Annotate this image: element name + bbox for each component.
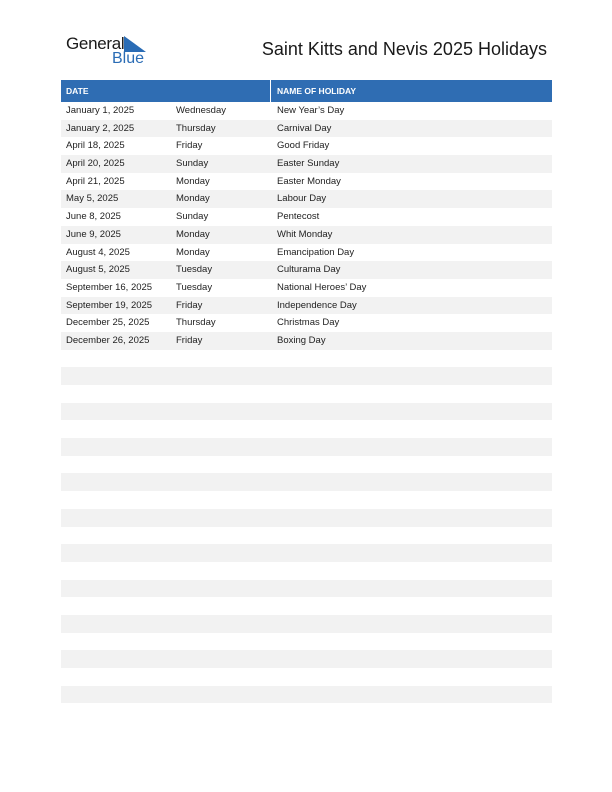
cell-holiday-name: Emancipation Day	[277, 246, 355, 258]
table-body	[61, 102, 552, 721]
cell-weekday: Monday	[176, 246, 210, 258]
cell-date: April 21, 2025	[66, 175, 125, 187]
empty-table-row	[61, 633, 552, 651]
cell-date: May 5, 2025	[66, 193, 119, 205]
cell-holiday-name: Christmas Day	[277, 317, 340, 329]
column-header-date: DATE	[66, 86, 89, 96]
cell-date: September 16, 2025	[66, 281, 153, 293]
table-row	[61, 155, 552, 173]
cell-holiday-name: Independence Day	[277, 299, 357, 311]
cell-weekday: Thursday	[176, 317, 216, 329]
table-row	[61, 120, 552, 138]
cell-date: August 4, 2025	[66, 246, 130, 258]
cell-holiday-name: Whit Monday	[277, 228, 333, 240]
cell-holiday-name: Good Friday	[277, 140, 330, 152]
cell-weekday: Wednesday	[176, 105, 226, 116]
cell-weekday: Friday	[176, 334, 203, 346]
table-row	[61, 173, 552, 191]
cell-date: December 26, 2025	[66, 334, 150, 346]
empty-table-row	[61, 456, 552, 474]
cell-date: December 25, 2025	[66, 317, 150, 329]
table-row	[61, 244, 552, 262]
table-row	[61, 332, 552, 350]
page-title: Saint Kitts and Nevis 2025 Holidays	[261, 39, 547, 59]
table-row	[61, 190, 552, 208]
cell-holiday-name: Pentecost	[277, 211, 320, 223]
cell-holiday-name: Labour Day	[277, 193, 327, 205]
cell-weekday: Tuesday	[176, 281, 213, 293]
cell-date: April 20, 2025	[66, 158, 125, 170]
cell-weekday: Monday	[176, 175, 210, 187]
cell-date: June 8, 2025	[66, 211, 121, 223]
cell-weekday: Friday	[176, 299, 203, 311]
empty-table-row	[61, 509, 552, 527]
header-divider	[270, 80, 271, 102]
empty-table-row	[61, 438, 552, 456]
table-row	[61, 226, 552, 244]
cell-date: January 2, 2025	[66, 122, 135, 134]
cell-holiday-name: New Year’s Day	[277, 105, 345, 116]
empty-table-row	[61, 703, 552, 721]
cell-weekday: Monday	[176, 228, 210, 240]
empty-table-row	[61, 367, 552, 385]
cell-holiday-name: Culturama Day	[277, 264, 341, 276]
empty-table-row	[61, 473, 552, 491]
table-row	[61, 208, 552, 226]
empty-table-row	[61, 403, 552, 421]
table-row	[61, 261, 552, 279]
cell-weekday: Tuesday	[176, 264, 213, 276]
empty-table-row	[61, 350, 552, 368]
holiday-table	[61, 80, 552, 721]
cell-holiday-name: Carnival Day	[277, 122, 332, 134]
empty-table-row	[61, 562, 552, 580]
cell-date: January 1, 2025	[66, 105, 135, 116]
empty-table-row	[61, 491, 552, 509]
cell-weekday: Monday	[176, 193, 210, 205]
cell-weekday: Sunday	[176, 158, 209, 170]
empty-table-row	[61, 527, 552, 545]
empty-table-row	[61, 420, 552, 438]
cell-holiday-name: Easter Monday	[277, 175, 341, 187]
empty-table-row	[61, 580, 552, 598]
cell-holiday-name: National Heroes’ Day	[277, 281, 367, 293]
table-row	[61, 102, 552, 120]
cell-date: April 18, 2025	[66, 140, 125, 152]
table-header	[61, 80, 552, 102]
cell-date: September 19, 2025	[66, 299, 153, 311]
empty-table-row	[61, 686, 552, 704]
logo-word-general: General	[66, 34, 125, 53]
cell-date: June 9, 2025	[66, 228, 121, 240]
empty-table-row	[61, 544, 552, 562]
table-row	[61, 279, 552, 297]
table-row	[61, 297, 552, 315]
cell-weekday: Thursday	[176, 122, 216, 134]
cell-weekday: Sunday	[176, 211, 209, 223]
cell-date: August 5, 2025	[66, 264, 130, 276]
cell-holiday-name: Boxing Day	[277, 334, 326, 346]
cell-weekday: Friday	[176, 140, 203, 152]
table-row	[61, 137, 552, 155]
empty-table-row	[61, 385, 552, 403]
table-row	[61, 314, 552, 332]
generalblue-logo	[66, 34, 156, 70]
cell-holiday-name: Easter Sunday	[277, 158, 340, 170]
empty-table-row	[61, 668, 552, 686]
empty-table-row	[61, 650, 552, 668]
empty-table-row	[61, 615, 552, 633]
empty-table-row	[61, 597, 552, 615]
logo-word-blue: Blue	[112, 50, 145, 67]
column-header-holiday-name: NAME OF HOLIDAY	[277, 86, 357, 96]
